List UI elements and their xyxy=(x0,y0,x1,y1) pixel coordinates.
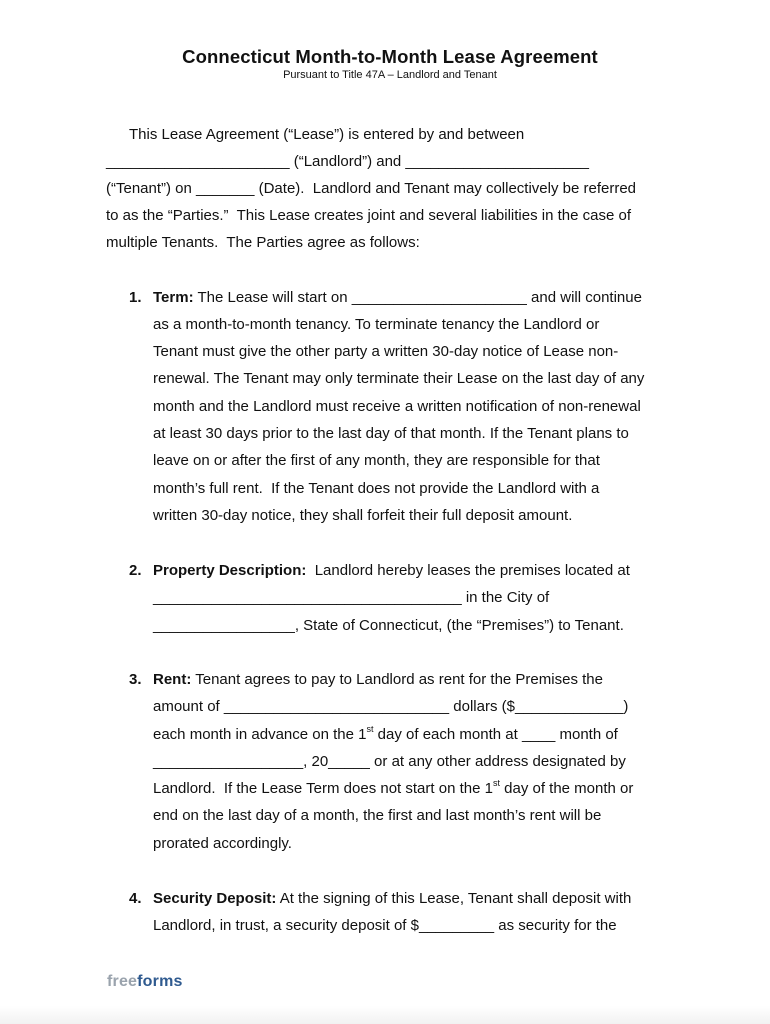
section-line: written 30-day notice, they shall forfeit their full deposit amount. xyxy=(153,507,573,524)
section-line: _________________, State of Connecticut, (the “Premises”) to Tenant. xyxy=(153,617,624,634)
section-line: Tenant must give the other party a written 30-day notice of Lease non- xyxy=(153,343,619,360)
section-heading: Property Description: xyxy=(153,562,307,579)
section-line: at least 30 days prior to the last day of that month. If the Tenant plans to xyxy=(153,425,629,442)
section-text: each month in advance on the 1 xyxy=(153,726,367,743)
logo-part-forms: forms xyxy=(137,973,183,990)
section-text: Landlord hereby leases the premises located at xyxy=(306,562,630,579)
section-number: 3. xyxy=(129,671,142,688)
intro-line: to as the “Parties.” This Lease creates joint and several liabilities in the case of xyxy=(106,207,631,224)
section-text: At the signing of this Lease, Tenant shall deposit with xyxy=(276,890,632,907)
section-number: 1. xyxy=(129,289,142,306)
section-line xyxy=(153,671,603,689)
section-line xyxy=(153,562,630,580)
section-line xyxy=(153,780,633,798)
section-line: leave on or after the first of any month, they are responsible for that xyxy=(153,452,600,469)
ordinal-suffix: st xyxy=(492,778,500,788)
section-line: month’s full rent. If the Tenant does not provide the Landlord with a xyxy=(153,480,600,497)
section-text: day of each month at ____ month of xyxy=(373,726,618,743)
logo-part-free: free xyxy=(107,973,138,990)
page-bottom-edge xyxy=(0,1006,770,1024)
intro-line: ______________________ (“Landlord”) and ______________________ xyxy=(106,153,589,170)
section-text: Tenant agrees to pay to Landlord as rent for the Premises the xyxy=(191,671,603,688)
section-line: Landlord, in trust, a security deposit of $_________ as security for the xyxy=(153,917,617,934)
section-number: 2. xyxy=(129,562,142,579)
section-line: end on the last day of a month, the first and last month’s rent will be xyxy=(153,807,602,824)
intro-line: This Lease Agreement (“Lease”) is entered by and between xyxy=(129,126,525,143)
section-text: Landlord. If the Lease Term does not start on the 1 xyxy=(153,780,493,797)
section-line xyxy=(153,289,642,307)
document-title: Connecticut Month-to-Month Lease Agreement xyxy=(182,46,598,67)
section-line: _____________________________________ in the City of xyxy=(153,589,550,606)
section-heading: Term: xyxy=(153,289,194,306)
ordinal-suffix: st xyxy=(366,724,374,734)
section-heading: Security Deposit: xyxy=(153,890,277,907)
section-line: __________________, 20_____ or at any other address designated by xyxy=(153,753,626,770)
intro-line: (“Tenant”) on _______ (Date). Landlord and Tenant may collectively be referred xyxy=(106,180,637,197)
section-line xyxy=(153,726,618,744)
section-line xyxy=(153,890,631,908)
intro-line: multiple Tenants. The Parties agree as follows: xyxy=(106,234,420,251)
section-line: as a month-to-month tenancy. To terminate tenancy the Landlord or xyxy=(153,316,600,333)
freeforms-logo xyxy=(107,973,183,991)
section-line: renewal. The Tenant may only terminate their Lease on the last day of any xyxy=(153,370,645,387)
section-line: prorated accordingly. xyxy=(153,835,292,852)
section-line: amount of ___________________________ dollars ($_____________) xyxy=(153,698,629,715)
section-text: day of the month or xyxy=(499,780,634,797)
section-heading: Rent: xyxy=(153,671,192,688)
section-text: The Lease will start on _____________________ and will continue xyxy=(193,289,642,306)
document-subtitle: Pursuant to Title 47A – Landlord and Tenant xyxy=(283,69,497,81)
section-number: 4. xyxy=(129,890,142,907)
section-line: month and the Landlord must receive a written notification of non-renewal xyxy=(153,398,641,415)
